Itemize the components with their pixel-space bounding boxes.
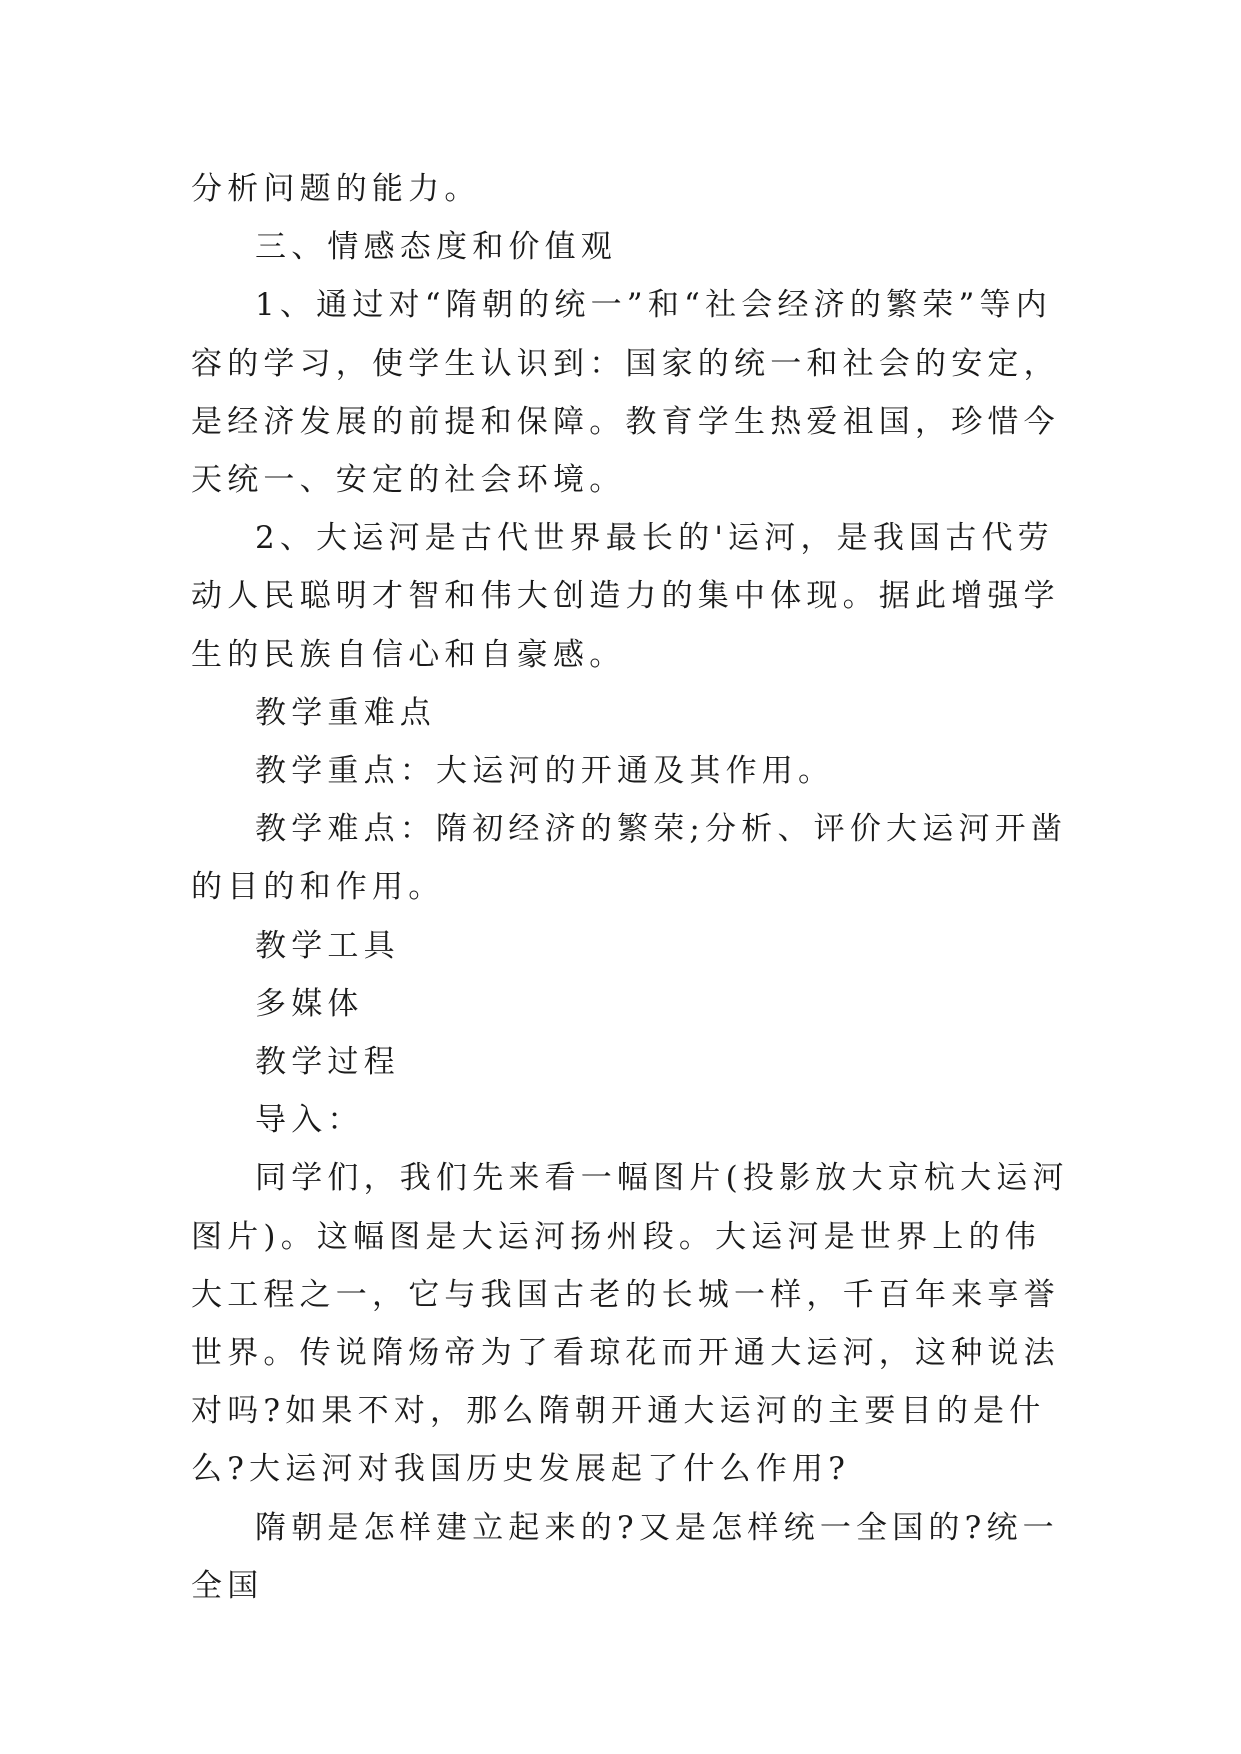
heading-teaching-tools: 教学工具 xyxy=(255,927,400,964)
heading-teaching-process: 教学过程 xyxy=(255,1044,400,1081)
section-heading-attitudes: 三、情感态度和价值观 xyxy=(255,229,617,266)
heading-introduction: 导入： xyxy=(255,1102,364,1139)
paragraph-goal-2: 2、大运河是古代世界最长的'运河，是我国古代劳动人民聪明才智和伟大创造力的集中体现。据此增强学生的民族自信心和自豪感。 xyxy=(191,520,1060,673)
paragraph-goal-1: 1、通过对“隋朝的统一”和“社会经济的繁荣”等内容的学习，使学生认识到：国家的统一和社会的安定，是经济发展的前提和保障。教育学生热爱祖国，珍惜今天统一、安定的社会环境。 xyxy=(191,287,1060,499)
document-body xyxy=(191,160,1071,1615)
paragraph-question: 隋朝是怎样建立起来的?又是怎样统一全国的?统一全国 xyxy=(191,1509,1059,1604)
paragraph-continuation: 分析问题的能力。 xyxy=(191,171,481,207)
paragraph-key-point: 教学重点：大运河的开通及其作用。 xyxy=(255,753,835,790)
paragraph-multimedia: 多媒体 xyxy=(255,985,364,1022)
heading-key-difficult-points: 教学重难点 xyxy=(255,694,436,731)
paragraph-introduction-text: 同学们，我们先来看一幅图片(投影放大京杭大运河图片)。这幅图是大运河扬州段。大运河是世界上的伟大工程之一，它与我国古老的长城一样，千百年来享誉世界。传说隋炀帝为了看琼花而开通大运河，这种说法对吗?如果不对，那么隋朝开通大运河的主要目的是什么?大运河对我国历史发展起了什么作用? xyxy=(191,1160,1069,1488)
paragraph-difficult-point: 教学难点：隋初经济的繁荣;分析、评价大运河开凿的目的和作用。 xyxy=(191,811,1068,906)
